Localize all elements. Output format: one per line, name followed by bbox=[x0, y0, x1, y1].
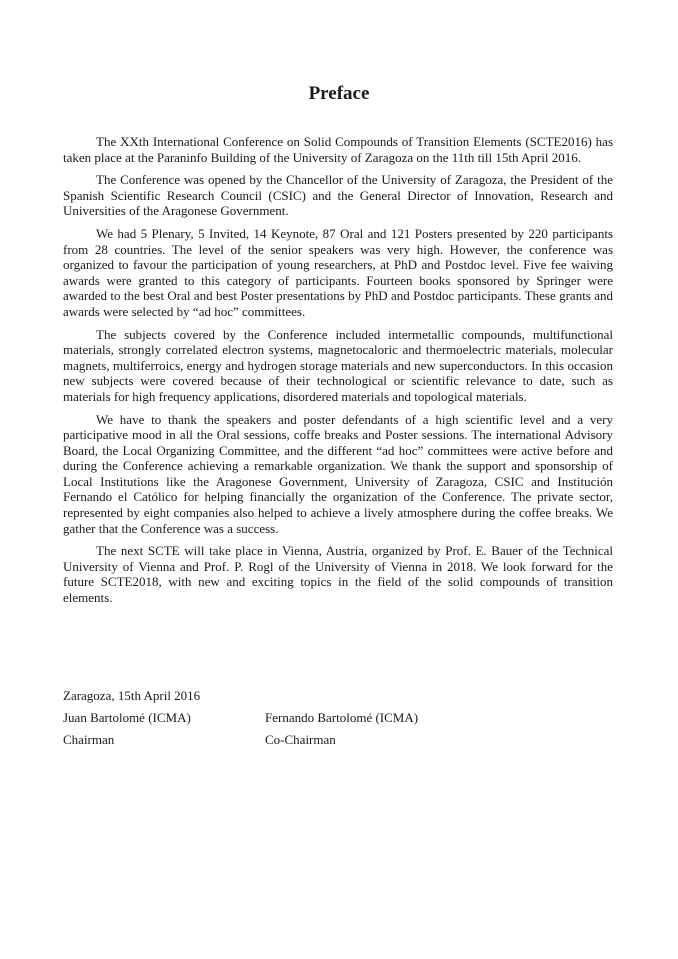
preface-body bbox=[63, 134, 613, 613]
paragraph-opening: The Conference was opened by the Chancellor of the University of Zaragoza, the President of the Spanish Scientific Research Council (CSIC) and the General Director of Innovation, Research and Universities of the Aragonese Government. bbox=[63, 172, 613, 219]
cochair-name: Fernando Bartolomé (ICMA) bbox=[265, 710, 419, 725]
paragraph-conference-intro: The XXth International Conference on Solid Compounds of Transition Elements (SCTE2016) has taken place at the Paraninfo Building of the University of Zaragoza on the 11th till 15th April 2016. bbox=[63, 134, 613, 165]
page-title: Preface bbox=[308, 83, 370, 104]
chair-role: Chairman bbox=[63, 732, 115, 747]
signatory-roles-row bbox=[63, 732, 613, 748]
cochair-role: Co-Chairman bbox=[265, 732, 336, 747]
signatory-names-row bbox=[63, 710, 613, 726]
paragraph-participation: We had 5 Plenary, 5 Invited, 14 Keynote, 87 Oral and 121 Posters presented by 220 participants from 28 countries. The level of the senior speakers was very high. However, the conference was organized to favour the participation of young researchers, at PhD and Postdoc level. Five fee waiving awards were granted to this category of participants. Fourteen books sponsored by Springer were awarded to the best Oral and best Poster presentations by PhD and Postdoc participants. These grants and awards were selected by “ad hoc” committees. bbox=[63, 225, 613, 319]
paragraph-subjects: The subjects covered by the Conference included intermetallic compounds, multifunctional materials, strongly correlated electron systems, magnetocaloric and thermoelectric materials, molecular magnets, multiferroics, energy and hydrogen storage materials and new superconductors. In this occasion new subjects were covered because of their technological or scientific relevance to date, such as materials for high frequency applications, disordered materials and topological materials. bbox=[63, 326, 613, 404]
paragraph-acknowledgements: We have to thank the speakers and poster defendants of a high scientific level and a very participative mood in all the Oral sessions, coffe breaks and Poster sessions. The international Advisory Board, the Local Organizing Committee, and the different “ad hoc” committees were active before and during the Conference achieving a remarkable organization. We thank the support and sponsorship of Local Institutions like the Aragonese Government, University of Zaragoza, CSIC and Institución Fernando el Católico for helping financially the organization of the Conference. The private sector, represented by eight companies also helped to achieve a lively atmosphere during the coffee breaks. We gather that the Conference was a success. bbox=[63, 411, 613, 536]
closing-signature-block bbox=[63, 688, 613, 754]
chair-name: Juan Bartolomé (ICMA) bbox=[63, 710, 191, 725]
place-date: Zaragoza, 15th April 2016 bbox=[63, 688, 201, 703]
paragraph-next-conference: The next SCTE will take place in Vienna, Austria, organized by Prof. E. Bauer of the Technical University of Vienna and Prof. P. Rogl of the University of Vienna in 2018. We look forward for the future SCTE2018, with new and exciting topics in the field of the solid compounds of transition elements. bbox=[63, 543, 613, 606]
